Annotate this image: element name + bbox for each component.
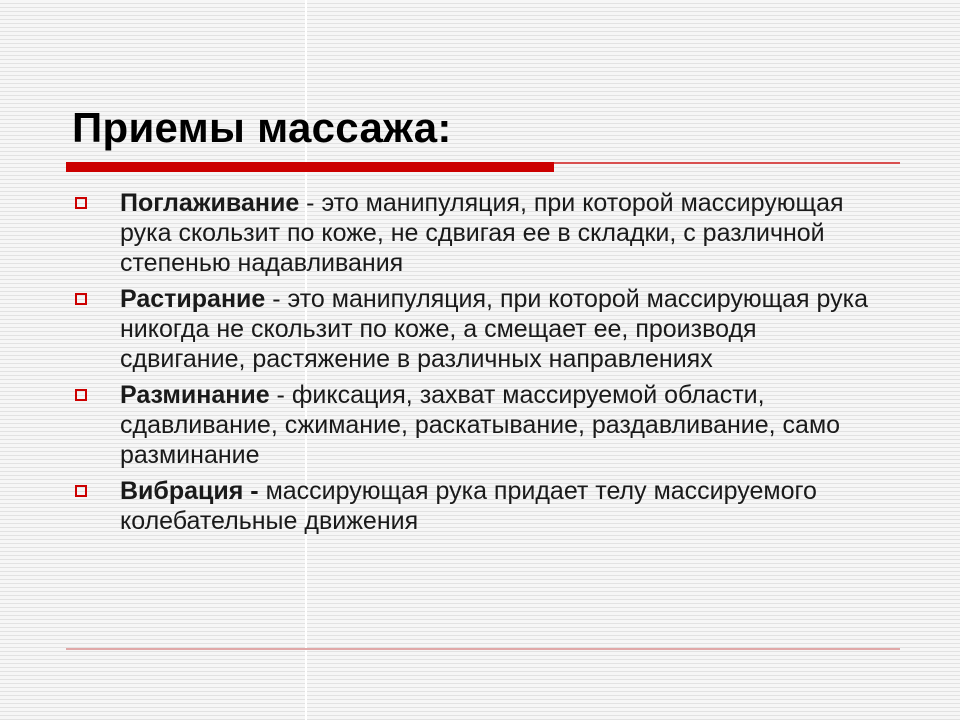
- bullet-item-vibration: [72, 476, 872, 536]
- bullet-term: Растирание: [120, 285, 266, 313]
- hollow-square-icon: [75, 389, 87, 401]
- title-underline-thick: [66, 162, 554, 172]
- bullet-text: - фиксация, захват массируемой области, сдавливание, сжимание, раскатывание, раздавливание, само разминание: [120, 381, 841, 469]
- hollow-square-icon: [75, 485, 87, 497]
- hollow-square-icon: [75, 197, 87, 209]
- bullet-term: Разминание: [120, 381, 270, 409]
- bottom-divider: [66, 648, 900, 650]
- bullet-text: массирующая рука придает телу массируемого колебательные движения: [120, 477, 817, 535]
- hollow-square-icon: [75, 293, 87, 305]
- bullet-list: [72, 188, 872, 542]
- bullet-item-kneading: [72, 380, 872, 470]
- bullet-item-rubbing: [72, 284, 872, 374]
- bullet-item-stroking: [72, 188, 872, 278]
- bullet-text: - это манипуляция, при которой массирующая рука никогда не скользит по коже, а смещает ее, производя сдвигание, растяжение в различных направлениях: [120, 285, 869, 373]
- title-underline-thin: [554, 162, 900, 164]
- slide-title: Приемы массажа:: [72, 104, 452, 151]
- bullet-term: Поглаживание: [120, 189, 300, 217]
- bullet-text: - это манипуляция, при которой массирующая рука скользит по коже, не сдвигая ее в складки, с различной степенью надавливания: [120, 189, 844, 277]
- bullet-term: Вибрация -: [120, 477, 259, 505]
